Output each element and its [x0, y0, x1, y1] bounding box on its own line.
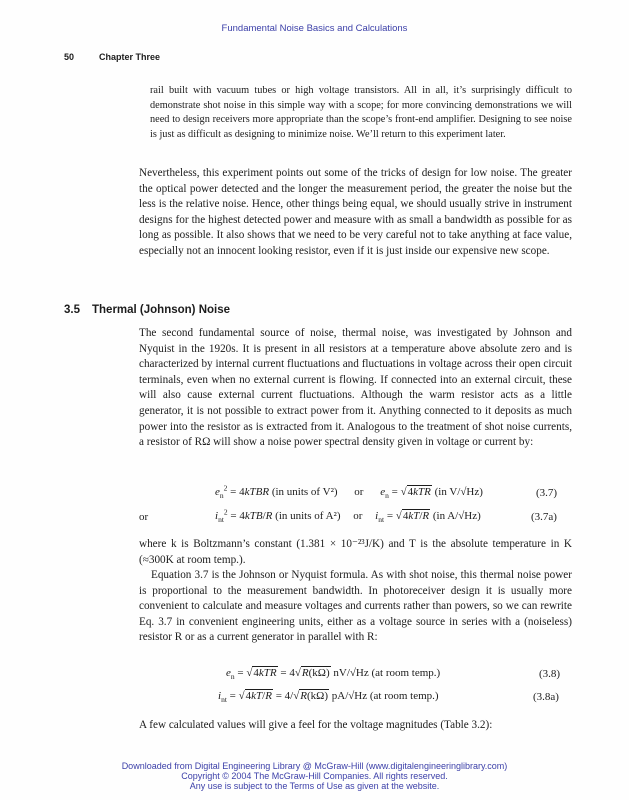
page-number: 50: [64, 52, 75, 62]
paragraph-thermal-noise: The second fundamental source of noise, thermal noise, was investigated by Johnson and Nyquist in the 1920s. It is present in all resistors at a temperature above absolute zero and is characterized by internal current fluctuations and fluctuations in voltage across their open circuit terminals, even when no external current is flowing. If connected into an external circuit, these will also cause external current fluctuations. Although the warm resistor acts as a little generator, it is not possible to extract power from it. Anything connected to it deposits as much power into the resistor as is extracted from it. Analogous to the treatment of shot noise currents, a resistor of RΩ will show a noise power spectral density given in voltage or current by:: [139, 327, 572, 449]
running-header: Fundamental Noise Basics and Calculations: [221, 23, 408, 34]
footer-download-line: Downloaded from Digital Engineering Library @ McGraw-Hill (www.digitalengineeringlibrary.com): [121, 761, 508, 771]
eq37-units-left: (in units of V²): [271, 486, 338, 498]
eq37-or: or: [354, 486, 364, 498]
eq37a-or: or: [139, 511, 149, 523]
eq37a-units-right: (in A/√Hz): [432, 510, 481, 522]
section-number: 3.5: [64, 304, 80, 316]
equation-3-7a: $i_{nt}^2 = 4kTB/R$ (in units of A²) or $i_{nt} = √4kT/R$ (in A/√Hz): [215, 507, 481, 525]
eq38-units: nV/√Hz (at room temp.): [333, 667, 441, 679]
equation-number-3-8: (3.8): [539, 668, 561, 680]
section-title: Thermal (Johnson) Noise: [92, 304, 231, 316]
footer-terms-line: Any use is subject to the Terms of Use as given at the website.: [189, 781, 440, 791]
equation-3-7: $e_n^2$ = 4kTBR (in units of V²) or $e_n = √4kTR$ (in V/√Hz): [215, 483, 483, 501]
chapter-label: Chapter Three: [99, 52, 161, 62]
equation-number-3-8a: (3.8a): [533, 691, 559, 703]
equation-3-8a: $i_{nt} = √4kT/R = 4/√R(k\Omega)$ pA/√Hz (at room temp.): [218, 690, 439, 705]
equation-number-3-7a: (3.7a): [531, 511, 557, 523]
paragraph-nevertheless: Nevertheless, this experiment points out some of the tricks of design for low noise. The greater the optical power detected and the longer the measurement period, the greater the noise but the less is the relative noise. Hence, other things being equal, we should usually strive in instrument designs for the highest detected power and measure with as small a bandwidth as possible for as long as possible. It also shows that we need to be very careful not to take anything at face value, especially not an innocent looking resistor, even if it is just inside our expensive new scope.: [139, 167, 572, 257]
eq37-units-right: (in V/√Hz): [434, 486, 483, 498]
paragraph-equation-3-7: Equation 3.7 is the Johnson or Nyquist formula. As with shot noise, this thermal noise power is proportional to the measurement bandwidth. In photoreceiver design it is usually more convenient to calculate and measure voltages and currents rather than powers, so we can rewrite Eq. 3.7 in convenient engineering units, either as a voltage source in series with a (noiseless) resistor R or as a current generator in parallel with R:: [139, 569, 572, 644]
paragraph-where: where k is Boltzmann’s constant (1.381 × 10⁻²³J/K) and T is the absolute temperature in K (≈300K at room temp.).: [139, 538, 572, 566]
eq37a-or-inline: or: [353, 510, 363, 522]
eq38a-units: pA/√Hz (at room temp.): [331, 690, 439, 702]
equation-number-3-7: (3.7): [536, 487, 558, 499]
paragraph-few-values: A few calculated values will give a feel for the voltage magnitudes (Table 3.2):: [139, 719, 493, 731]
footer-copyright-line: Copyright © 2004 The McGraw-Hill Companies. All rights reserved.: [181, 771, 448, 781]
quoted-paragraph: rail built with vacuum tubes or high voltage transistors. All in all, it’s surprisingly difficult to demonstrate shot noise in this simple way with a scope; for more convincing demonstrations we will need to design receivers more appropriate than the scope’s front-end amplifier. Designing to see noise is just as difficult as designing to minimize noise. We’ll return to this experiment later.: [150, 85, 572, 141]
section-heading: [64, 304, 230, 316]
equation-3-8: $e_n = √4kTR = 4√R(k\Omega)$ nV/√Hz (at room temp.): [226, 667, 441, 682]
eq37a-units-left: (in units of A²): [275, 510, 341, 522]
